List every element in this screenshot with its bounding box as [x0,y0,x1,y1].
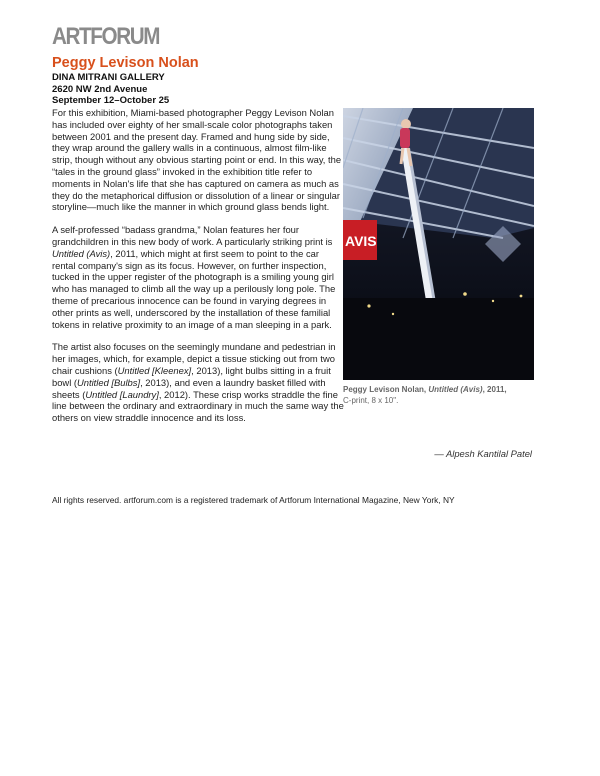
paragraph-3 [52,341,344,424]
page-title: Peggy Levison Nolan [52,55,199,71]
p3-work-title-2: Untitled [Bulbs] [77,376,141,388]
caption-work-title: Untitled (Avis) [428,385,483,394]
p3-work-title-3: Untitled [Laundry] [85,388,159,400]
p3-text-d: , 2012). These crisp works straddle the fine line between the ordinary and extraordinary in much the same way the others on view straddle innocence and its loss. [52,388,344,424]
artwork-photo [343,108,534,380]
paragraph-1: For this exhibition, Miami-based photographer Peggy Levison Nolan has included over eighty of her small-scale color photographs taken between 2001 and the present day. Framed and hung side by side, they wrap around the gallery walls in a continuous, almost film-like strip, though without any obvious starting point or end. In this way, the “tales in the ground glass” invoked in the exhibition title refer to moments in Nolan's life that she has captured on camera as much as they do the metaphorical diffusion or dissolution of a linear or singular storyline—much like the manner in which ground glass bends light. [52,107,342,213]
caption-year: , 2011, [482,385,507,394]
p2-text-a: A self-professed “badass grandma,” Nolan features her four grandchildren in this new body of work. A particularly striking print is [52,224,333,247]
p2-work-title: Untitled (Avis) [52,247,111,259]
p3-work-title-1: Untitled [Kleenex] [117,364,192,376]
p2-text-b: , 2011, which might at first seem to point to the car rental company's sign as its focus. However, on further inspection, tucked in the upper register of the photograph is a smiling young girl who has managed to climb all the way up a perilously long pole. The theme of precarious innocence can be found in varying degrees in other prints as well, underscored by the installation of these familial tokens in relative proximity to an image of a man sleeping in a park. [52,247,336,330]
paragraph-2 [52,224,344,330]
gallery-name: DINA MITRANI GALLERY [52,72,165,83]
p3-text-a: The artist also focuses on the seemingly mundane and pedestrian in her images, which, for example, depict a tissue sticking out from two chair cushions ( [52,341,336,376]
photo-caption [343,384,538,406]
artforum-logo: ARTFORUM [52,23,160,50]
exhibition-dates: September 12–October 25 [52,95,170,107]
exhibition-meta [52,72,169,107]
copyright-footer: All rights reserved. artforum.com is a registered trademark of Artforum International Magazine, New York, NY [52,495,455,505]
p3-text-c: , 2013), and even a laundry basket filled with sheets ( [52,376,326,400]
caption-details: C-print, 8 x 10". [343,396,399,405]
gallery-address: 2620 NW 2nd Avenue [52,83,148,95]
p3-text-b: , 2013), light bulbs sitting in a fruit bowl ( [52,364,331,388]
article-body [52,107,344,435]
article-author: — Alpesh Kantilal Patel [434,448,532,459]
avis-photo-illustration [343,108,534,380]
caption-artist: Peggy Levison Nolan, [343,385,429,394]
avis-sign-text: AVIS [345,233,377,249]
